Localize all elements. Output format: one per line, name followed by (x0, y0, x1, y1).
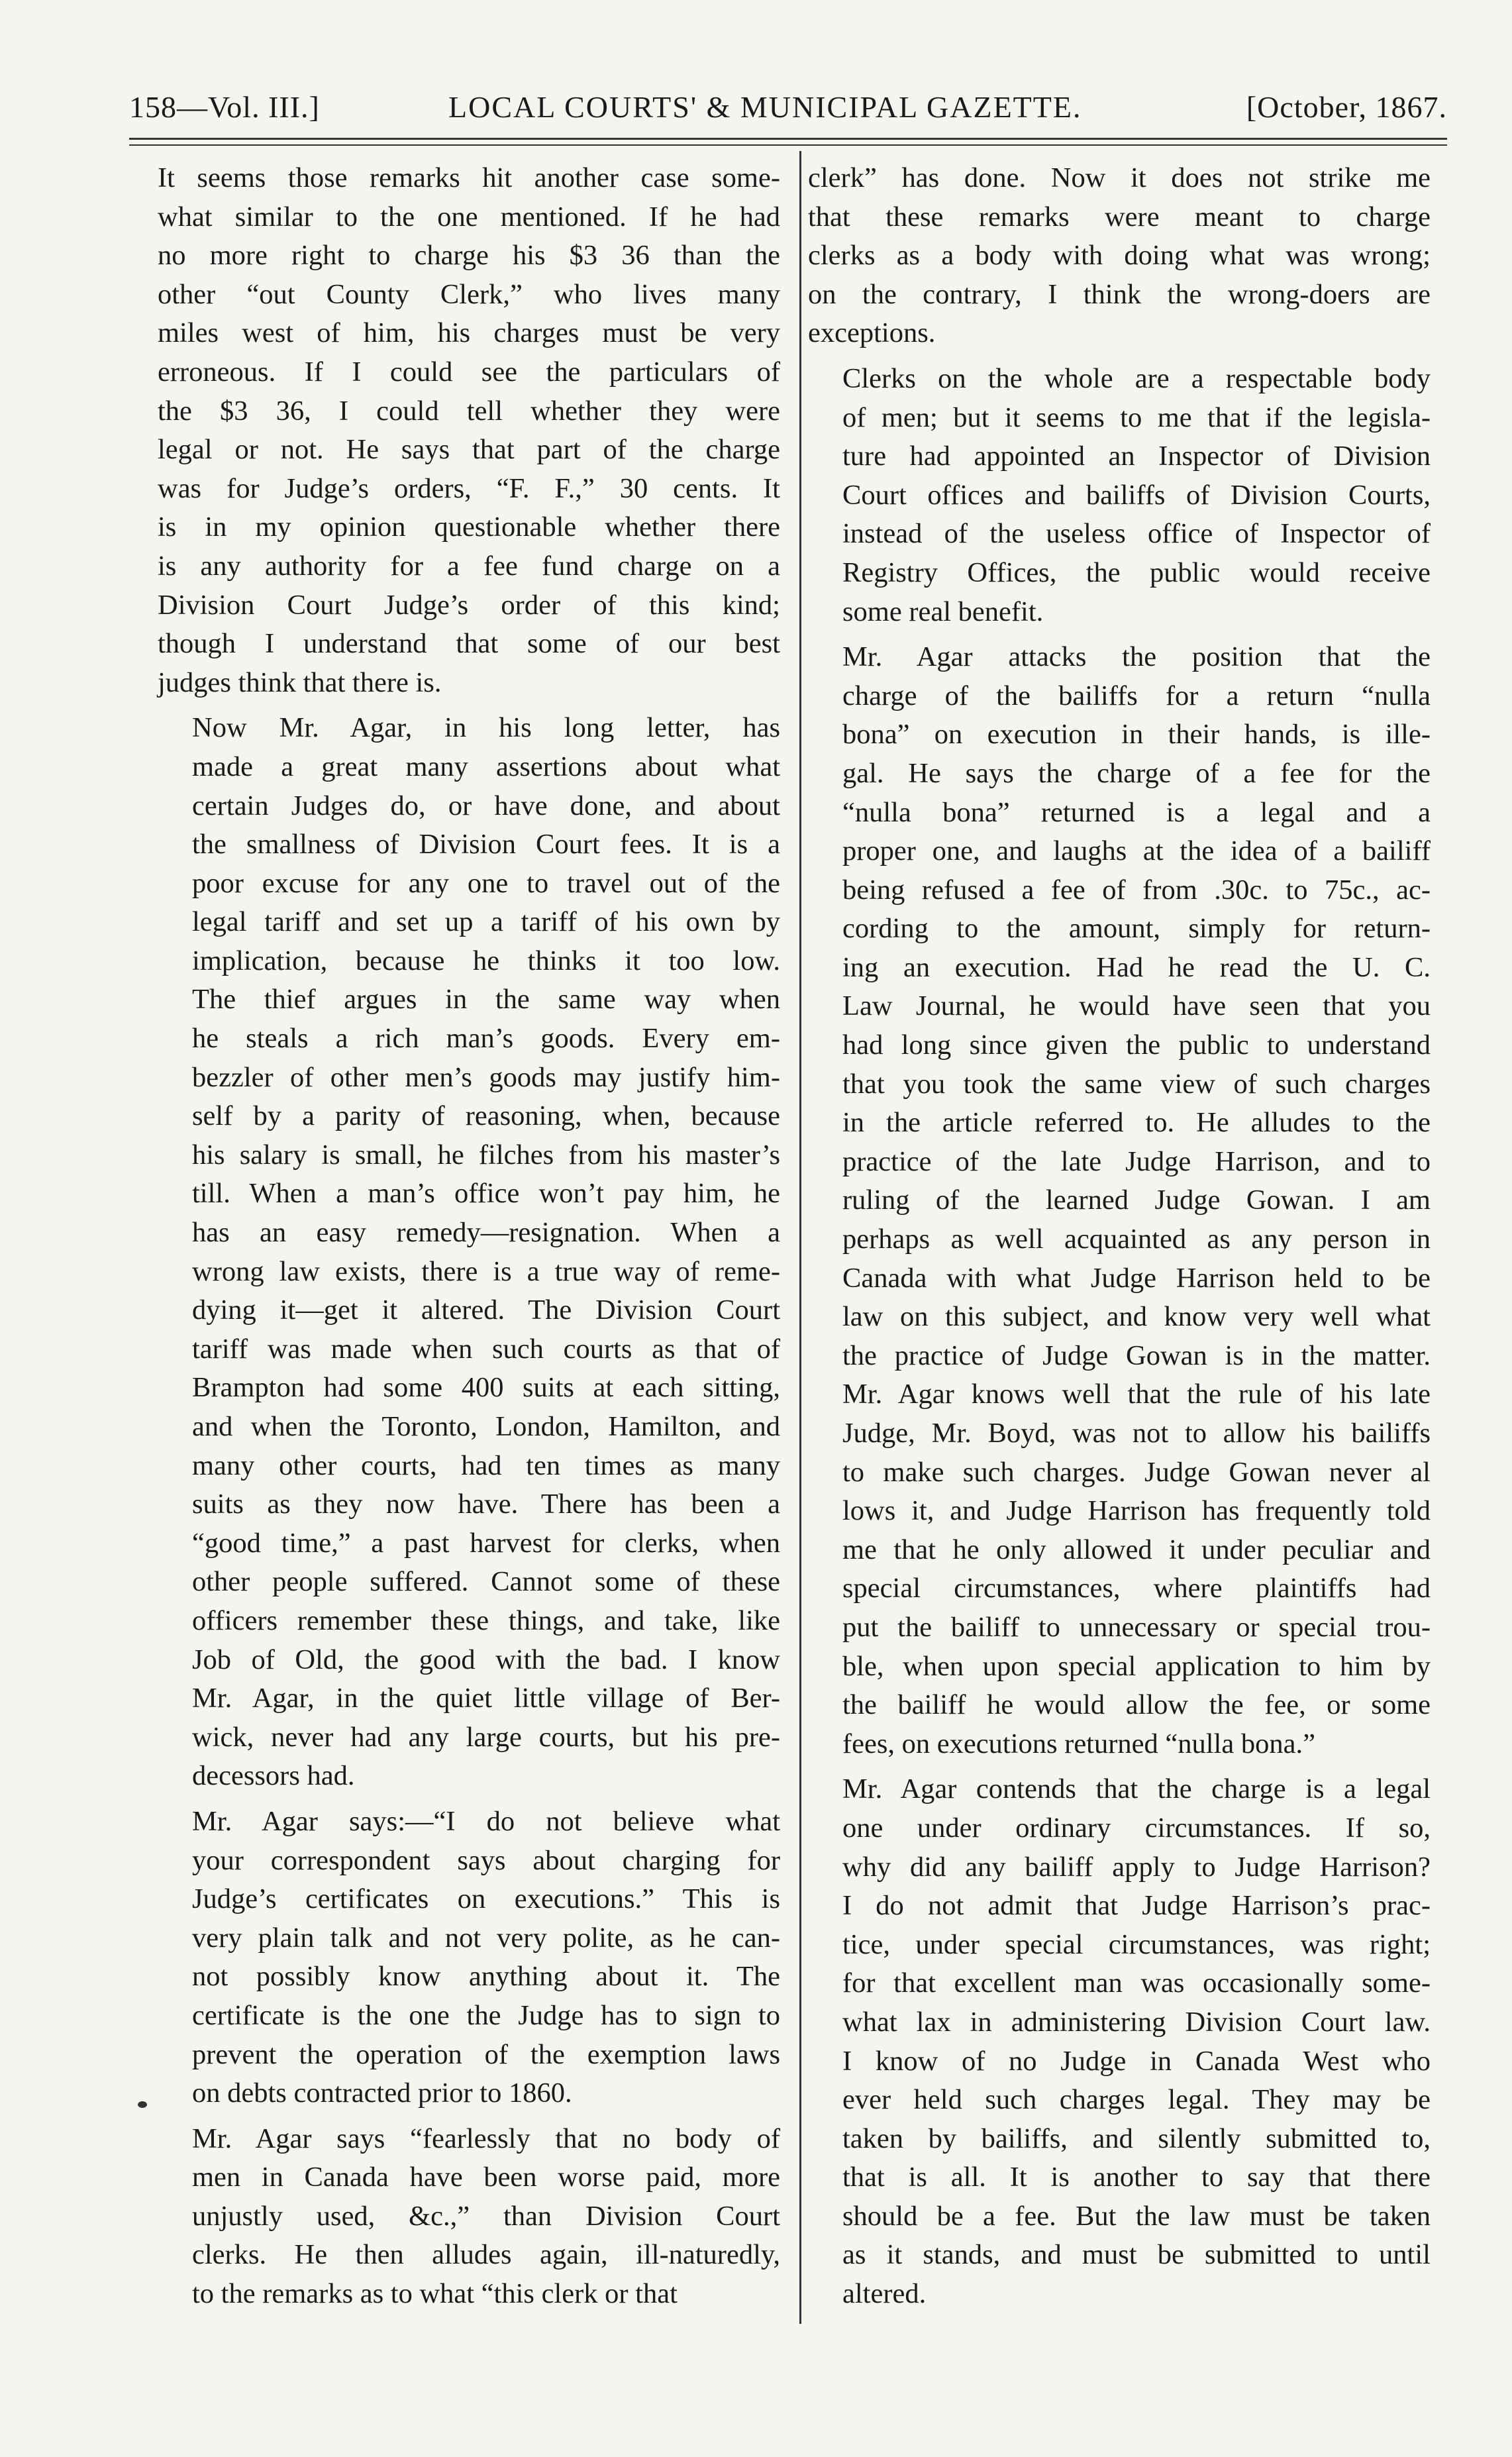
text-line: clerks. He then alludes again, ill-naturedly, (192, 2239, 780, 2271)
text-line: and when the Toronto, London, Hamilton, and (192, 1411, 780, 1442)
running-header (129, 89, 1447, 137)
text-line: certificate is the one the Judge has to sign to (192, 1999, 780, 2031)
text-line: many other courts, had ten times as many (192, 1449, 780, 1481)
text-line: law on this subject, and know very well what (842, 1301, 1431, 1333)
text-line: special circumstances, where plaintiffs had (842, 1573, 1431, 1604)
text-line: dying it—get it altered. The Division Court (192, 1294, 780, 1326)
right-column (808, 159, 1431, 2314)
text-line: ruling of the learned Judge Gowan. I am (842, 1184, 1431, 1216)
text-line: prevent the operation of the exemption laws (192, 2038, 780, 2070)
publication-title: LOCAL COURTS' & MUNICIPAL GAZETTE. (448, 90, 1082, 124)
header-rule-bottom (129, 144, 1447, 146)
text-line: Now Mr. Agar, in his long letter, has (192, 712, 780, 744)
text-line: Division Court Judge’s order of this kind; (158, 589, 780, 621)
text-line: erroneous. If I could see the particulars of (158, 356, 780, 388)
text-line: tice, under special circumstances, was right; (842, 1928, 1431, 1960)
text-line: one under ordinary circumstances. If so, (842, 1812, 1431, 1844)
text-line: decessors had. (192, 1760, 355, 1792)
text-line: is in my opinion questionable whether there (158, 511, 780, 543)
text-line: me that he only allowed it under peculiar and (842, 1534, 1431, 1565)
text-line: some real benefit. (842, 596, 1044, 627)
text-line: as it stands, and must be submitted to until (842, 2239, 1431, 2271)
text-line: Mr. Agar contends that the charge is a legal (842, 1773, 1431, 1805)
text-line: ble, when upon special application to him by (842, 1650, 1431, 1682)
text-line: has an easy remedy—resignation. When a (192, 1217, 780, 1249)
text-line: Clerks on the whole are a respectable body (842, 362, 1431, 394)
text-line: put the bailiff to unnecessary or special trou- (842, 1611, 1431, 1643)
text-line: he steals a rich man’s goods. Every em- (192, 1023, 780, 1055)
text-line: Job of Old, the good with the bad. I know (192, 1644, 780, 1675)
text-line: charge of the bailiffs for a return “nulla (842, 680, 1431, 711)
text-line: is any authority for a fee fund charge on a (158, 550, 780, 582)
text-line: certain Judges do, or have done, and about (192, 790, 780, 821)
paragraph (158, 159, 780, 702)
text-line: in the article referred to. He alludes to the (842, 1107, 1431, 1139)
text-line: men in Canada have been worse paid, more (192, 2162, 780, 2193)
paragraph (158, 1803, 780, 2113)
text-line: Judge, Mr. Boyd, was not to allow his bailiffs (842, 1418, 1431, 1449)
text-line: other people suffered. Cannot some of these (192, 1566, 780, 1598)
text-line: of men; but it seems to me that if the legisla- (842, 401, 1431, 433)
text-line: till. When a man’s office won’t pay him, he (192, 1178, 780, 1210)
text-line: being refused a fee of from .30c. to 75c., ac- (842, 874, 1431, 906)
text-line: the bailiff he would allow the fee, or some (842, 1689, 1431, 1721)
ink-speck (138, 2101, 147, 2108)
text-line: Mr. Agar attacks the position that the (842, 641, 1431, 673)
text-line: self by a parity of reasoning, when, because (192, 1100, 780, 1132)
text-line: made a great many assertions about what (192, 751, 780, 782)
text-line: lows it, and Judge Harrison has frequently told (842, 1495, 1431, 1527)
text-line: though I understand that some of our best (158, 628, 780, 660)
text-line: Brampton had some 400 suits at each sitting, (192, 1372, 780, 1404)
text-line: had long since given the public to understand (842, 1029, 1431, 1061)
text-line: legal tariff and set up a tariff of his own by (192, 906, 780, 938)
text-line: “nulla bona” returned is a legal and a (842, 796, 1431, 828)
text-line: on the contrary, I think the wrong-doers are (808, 278, 1431, 310)
issue-date: [October, 1867. (1246, 90, 1447, 124)
text-line: Court offices and bailiffs of Division Courts, (842, 479, 1431, 511)
text-line: fees, on executions returned “nulla bona.” (842, 1728, 1315, 1759)
text-line: clerk” has done. Now it does not strike me (808, 162, 1431, 193)
text-line: ture had appointed an Inspector of Division (842, 441, 1431, 472)
header-rule-top (129, 138, 1447, 140)
text-line: officers remember these things, and take, like (192, 1604, 780, 1636)
text-line: other “out County Clerk,” who lives many (158, 278, 780, 310)
text-line: proper one, and laughs at the idea of a bailiff (842, 835, 1431, 867)
text-line: very plain talk and not very polite, as he can- (192, 1922, 780, 1954)
text-line: no more right to charge his $3 36 than the (158, 240, 780, 272)
text-line: instead of the useless office of Inspector of (842, 518, 1431, 550)
text-line: that these remarks were meant to charge (808, 201, 1431, 233)
text-line: ever held such charges legal. They may be (842, 2084, 1431, 2116)
text-line: unjustly used, &c.,” than Division Court (192, 2200, 780, 2232)
paragraph (808, 638, 1431, 1763)
text-line: I do not admit that Judge Harrison’s prac- (842, 1890, 1431, 1922)
text-line: that you took the same view of such charges (842, 1068, 1431, 1100)
text-line: to the remarks as to what “this clerk or that (192, 2278, 678, 2310)
text-line: poor excuse for any one to travel out of the (192, 867, 780, 899)
text-line: exceptions. (808, 317, 936, 349)
text-line: Mr. Agar, in the quiet little village of Ber- (192, 1683, 780, 1714)
left-column (158, 159, 780, 2314)
text-line: clerks as a body with doing what was wrong; (808, 240, 1431, 272)
paragraph (808, 1770, 1431, 2313)
text-line: altered. (842, 2278, 927, 2310)
text-line: taken by bailiffs, and silently submitted to, (842, 2122, 1431, 2154)
text-line: what lax in administering Division Court law. (842, 2006, 1431, 2038)
text-line: on debts contracted prior to 1860. (192, 2077, 572, 2109)
text-line: should be a fee. But the law must be taken (842, 2200, 1431, 2232)
text-line: Mr. Agar says:—“I do not believe what (192, 1805, 780, 1837)
text-line: ing an execution. Had he read the U. C. (842, 951, 1431, 983)
text-line: miles west of him, his charges must be very (158, 317, 780, 349)
text-line: wick, never had any large courts, but his pre- (192, 1721, 780, 1753)
text-line: Judge’s certificates on executions.” This is (192, 1883, 780, 1915)
text-line: was for Judge’s orders, “F. F.,” 30 cents. It (158, 472, 780, 504)
column-divider (799, 151, 801, 2324)
text-line: I know of no Judge in Canada West who (842, 2045, 1431, 2077)
text-line: implication, because he thinks it too low. (192, 945, 780, 976)
text-line: suits as they now have. There has been a (192, 1489, 780, 1520)
text-line: why did any bailiff apply to Judge Harrison? (842, 1851, 1431, 1883)
text-line: not possibly know anything about it. The (192, 1961, 780, 1993)
text-line: bezzler of other men’s goods may justify him- (192, 1061, 780, 1093)
text-line: Mr. Agar knows well that the rule of his late (842, 1379, 1431, 1410)
paragraph (808, 159, 1431, 353)
text-line: gal. He says the charge of a fee for the (842, 757, 1431, 789)
text-line: his salary is small, he filches from his master’s (192, 1139, 780, 1171)
text-line: Canada with what Judge Harrison held to be (842, 1262, 1431, 1294)
paragraph (158, 709, 780, 1796)
text-line: the $3 36, I could tell whether they were (158, 395, 780, 427)
text-line: bona” on execution in their hands, is ille- (842, 719, 1431, 751)
text-line: wrong law exists, there is a true way of reme- (192, 1255, 780, 1287)
text-line: your correspondent says about charging for (192, 1844, 780, 1876)
text-line: perhaps as well acquainted as any person in (842, 1224, 1431, 1255)
text-line: judges think that there is. (158, 666, 442, 698)
paragraph (158, 2120, 780, 2314)
text-line: the practice of Judge Gowan is in the matter. (842, 1339, 1431, 1371)
paragraph (808, 360, 1431, 631)
text-line: the smallness of Division Court fees. It is a (192, 829, 780, 861)
text-line: Registry Offices, the public would receive (842, 556, 1431, 588)
text-line: Law Journal, he would have seen that you (842, 990, 1431, 1022)
text-line: that is all. It is another to say that there (842, 2162, 1431, 2193)
text-line: Mr. Agar says “fearlessly that no body of (192, 2122, 780, 2154)
text-line: “good time,” a past harvest for clerks, when (192, 1527, 780, 1559)
text-line: for that excellent man was occasionally some- (842, 1967, 1431, 1999)
text-line: what similar to the one mentioned. If he had (158, 201, 780, 233)
text-line: to make such charges. Judge Gowan never al (842, 1456, 1431, 1488)
text-line: legal or not. He says that part of the charge (158, 434, 780, 466)
text-line: practice of the late Judge Harrison, and to (842, 1145, 1431, 1177)
page-volume-ref: 158—Vol. III.] (129, 90, 320, 124)
text-line: It seems those remarks hit another case some- (158, 162, 780, 193)
text-line: cording to the amount, simply for return- (842, 913, 1431, 945)
text-line: The thief argues in the same way when (192, 984, 780, 1016)
text-line: tariff was made when such courts as that of (192, 1333, 780, 1365)
